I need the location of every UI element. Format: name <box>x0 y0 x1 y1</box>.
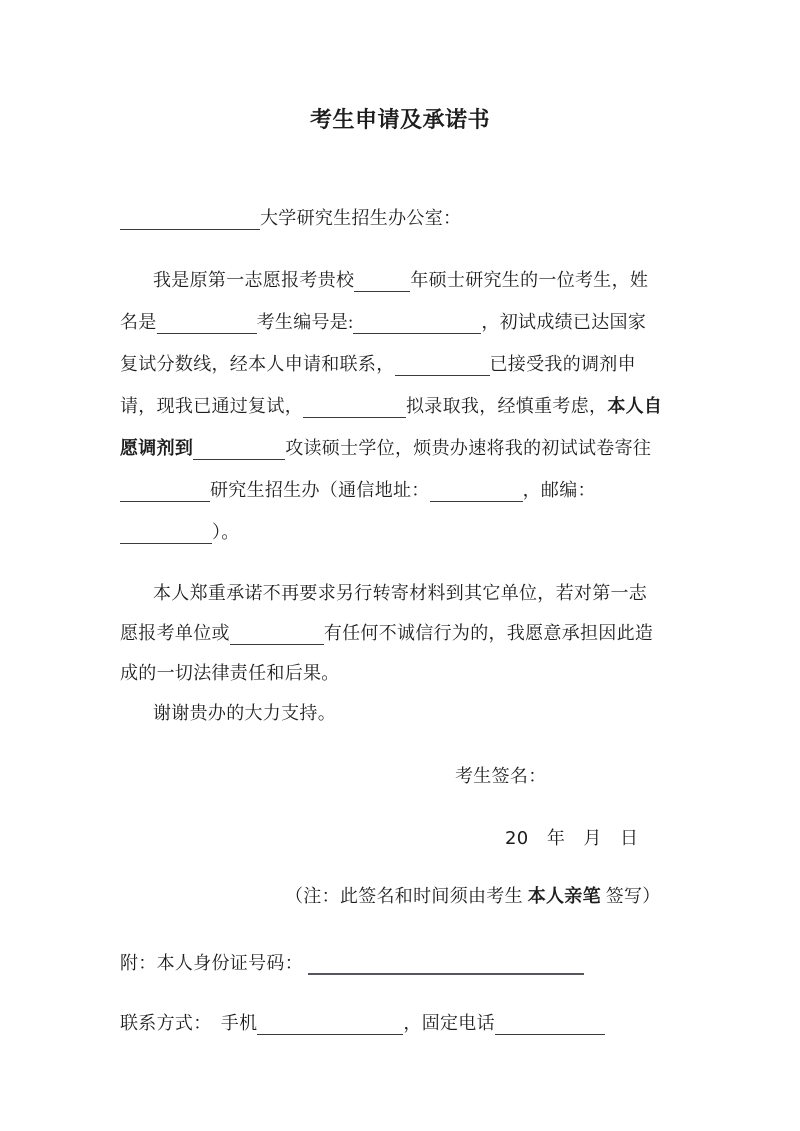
text-run: 附：本人身份证号码： <box>120 953 308 973</box>
contact-line <box>120 1012 740 1035</box>
paragraph2-line3 <box>120 662 740 685</box>
text-run: 本人亲笔 <box>527 886 601 906</box>
paragraph2-line2 <box>120 622 740 645</box>
text-run: 愿调剂到 <box>120 438 194 458</box>
fill-in-blank <box>308 952 584 975</box>
text-run: 20 <box>505 828 529 849</box>
text-run: 考生签名： <box>455 766 547 786</box>
paragraph1-line4 <box>120 395 740 418</box>
text-run: 大学研究生招生办公室： <box>260 208 462 228</box>
paragraph1-line2 <box>120 311 740 334</box>
text-run: 联系方式： 手机 <box>120 1013 258 1033</box>
text-run: 成的一切法律责任和后果。 <box>120 663 340 683</box>
salutation-line <box>120 207 740 230</box>
fill-in-blank <box>120 522 212 544</box>
id-number-line <box>120 952 740 975</box>
text-run: 研究生招生办（通信地址： <box>210 480 430 500</box>
fill-in-blank <box>230 623 324 645</box>
text-run: ，邮编： <box>522 480 596 500</box>
text-run: 拟录取我，经慎重考虑， <box>406 396 608 416</box>
text-run: 已接受我的调剂申 <box>489 354 636 374</box>
text-run: 复试分数线，经本人申请和联系， <box>120 354 395 374</box>
fill-in-blank <box>353 312 481 334</box>
fill-in-blank <box>495 1013 605 1035</box>
paragraph1-line1 <box>120 269 773 292</box>
text-run: ，初试成绩已达国家 <box>481 312 647 332</box>
thanks-line <box>120 702 773 725</box>
paragraph1-line3 <box>120 353 740 376</box>
text-run: 攻读硕士学位，烦贵办速将我的初试试卷寄往 <box>285 438 652 458</box>
text-run: 年硕士研究生的一位考生，姓 <box>410 270 649 290</box>
fill-in-blank <box>120 480 210 502</box>
text-run: 签写） <box>600 886 661 906</box>
text-run: 本人自 <box>607 396 663 416</box>
text-run: （注：此签名和时间须由考生 <box>285 886 528 906</box>
fill-in-blank <box>430 480 523 502</box>
handwritten-note <box>120 885 800 908</box>
document-title: 考生申请及承诺书 <box>309 107 490 132</box>
fill-in-blank <box>157 312 257 334</box>
text-run: ，固定电话 <box>403 1013 495 1033</box>
fill-in-blank <box>120 208 260 230</box>
fill-in-blank <box>395 354 490 376</box>
paragraph1-line6 <box>120 479 740 502</box>
text-run: 本人郑重承诺不再要求另行转寄材料到其它单位，若对第一志 <box>153 583 648 603</box>
text-run: 我是原第一志愿报考贵校 <box>153 270 355 290</box>
fill-in-blank <box>354 270 410 292</box>
fill-in-blank <box>303 396 406 418</box>
text-run: 请，现我已通过复试， <box>120 396 303 416</box>
paragraph1-line7 <box>120 521 740 544</box>
text-run: ）。 <box>212 522 240 542</box>
text-run: 有任何不诚信行为的，我愿意承担因此造 <box>323 623 654 643</box>
text-run: 谢谢贵办的大力支持。 <box>153 703 336 723</box>
fill-in-blank <box>193 438 285 460</box>
fill-in-blank <box>257 1013 403 1035</box>
paragraph2-line1 <box>120 582 773 605</box>
date-line <box>120 827 800 850</box>
text-run: 考生编号是: <box>256 312 354 332</box>
text-run: 年 月 日 <box>528 828 639 848</box>
paragraph1-line5 <box>120 437 740 460</box>
text-run: 名是 <box>120 312 157 332</box>
text-run: 愿报考单位或 <box>120 623 230 643</box>
signature-label <box>120 765 800 788</box>
